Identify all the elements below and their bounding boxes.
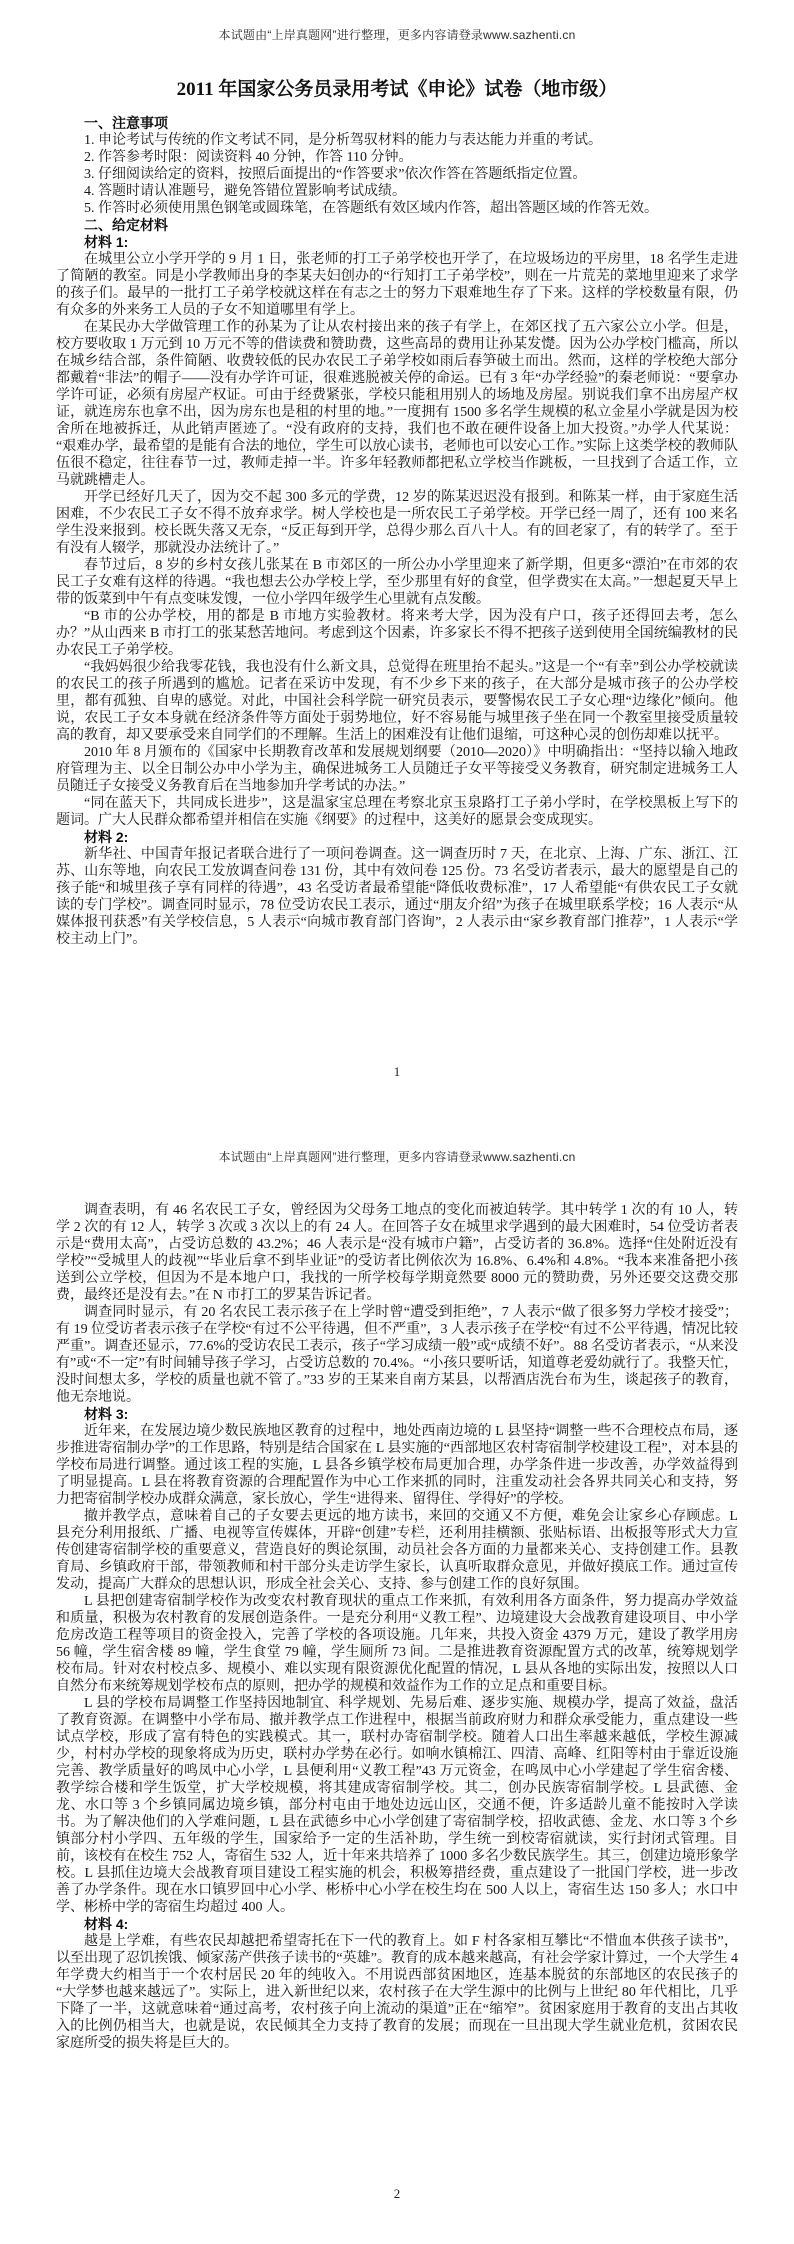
materials-heading: 二、给定材料 [84, 217, 168, 233]
document-title: 2011 年国家公务员录用考试《申论》试卷（地市级） [176, 79, 618, 100]
material-2-label: 材料 2: [84, 829, 129, 845]
notice-heading: 一、注意事项 [84, 115, 168, 131]
material-4-label: 材料 4: [84, 1916, 129, 1932]
material-1-paragraph: 开学已经好几天了，因为交不起 300 多元的学费，12 岁的陈某迟迟没有报到。和陈某一样，由于家庭生活困难，不少农民工子女不得不放弃求学。树人学校也是一所农民工子弟学校。开学已经一周了，还有 100 来名学生没来报到。校长既失落又无奈，“反正每到开学，总得少那么百八十人。有的回老家了，有的转学了。至于有没有人辍学，那就没办法统计了。” [56, 490, 738, 556]
material-3-paragraph: 近年来，在发展边境少数民族地区教育的过程中，地处西南边境的 L 县坚持“调整一些不合理校点布局，逐步推进寄宿制办学”的工作思路，特别是结合国家在 L 县实施的“西部地区农村寄宿制学校建设工程”，对本县的学校布局进行调整。通过该工程的实施，L 县各乡镇学校布局更加合理，办学条件进一步改善，办学效益得到了明显提高。L 县在将教育资源的合理配置作为中心工作来抓的同时，注重发动社会各界共同关心和支持，努力把寄宿制学校办成群众满意，家长放心，学生“进得来、留得住、学得好”的学校。 [56, 1424, 738, 1507]
page-number: 1 [393, 1064, 401, 1079]
material-3-paragraph: L 县的学校布局调整工作坚持因地制宜、科学规划、先易后难、逐步实施、规模办学，提高了效益，盘活了教育资源。在调整中小学布局、撤并教学点工作进程中，根据当前政府财力和群众承受能力，重点建设一些试点学校，形成了富有特色的实践模式。其一，联村办寄宿制学校。随着人口出生率越来越低，学校生源减少，村村办学校的现象将成为历史，联村办学势在必行。如响水镇棉江、四清、高峰、红阳等村由于靠近设施完善、教学质量好的鸣凤中心小学，L 县便利用“义教工程”43 万元资金，在鸣凤中心小学建起了学生宿舍楼、教学综合楼和学生饭堂，扩大学校规模，将其建成寄宿制学校。其二，创办民族寄宿制学校。L 县武德、金龙、水口等 3 个乡镇同属边境乡镇，部分村屯由于地处边远山区，交通不便，许多适龄儿童不能按时入学读书。为了解决他们的入学难问题，L 县在武德乡中心小学创建了寄宿制学校，招收武德、金龙、水口等 3 个乡镇部分村小学四、五年级的学生，国家给予一定的生活补助，学生统一到校寄宿就读，实行封闭式管理。目前，该校有在校生 752 人，寄宿生 532 人，近十年来共培养了 1000 多名少数民族学生。其三，创建边境形象学校。L 县抓住边境大会战教育项目建设工程实施的机会，积极筹措经费，重点建设了一批国门学校，进一步改善了办学条件。现在水口镇罗回中心小学、彬桥中心小学在校生均在 500 人以上，寄宿生达 150 多人；水口中学、彬桥中学的寄宿生均超过 400 人。 [56, 1696, 738, 1915]
notice-item-4: 4. 答题时请认准题号，避免答错位置影响考试成绩。 [84, 184, 406, 199]
material-3-paragraph: 撤并教学点，意味着自己的子女要去更远的地方读书，来回的交通又不方便，难免会让家乡心存顾虑。L 县充分利用报纸、广播、电视等宣传媒体，开辟“创建”专栏，还利用挂横额、张贴标语、出板报等形式大力宣传创建寄宿制学校的重要意义，营造良好的舆论氛围，动员社会各方面的力量都来关心、支持创建工作。县教育局、乡镇政府干部，带领教师和村干部分头走访学生家长，认真听取群众意见，并做好摸底工作。通过宣传发动，提高广大群众的思想认识，形成全社会关心、支持、参与创建工作的良好氛围。 [56, 1509, 738, 1592]
material-1-label: 材料 1: [84, 234, 129, 250]
material-1-paragraph: “我妈妈很少给我零花钱，我也没有什么新文具，总觉得在班里抬不起头。”这是一个“有幸”到公办学校就读的农民工的孩子所遇到的尴尬。记者在采访中发现，有不少乡下来的孩子，在大部分是城市孩子的公办学校里，都有孤独、自卑的感觉。对此，中国社会科学院一研究员表示，要警惕农民工子女心理“边缘化”倾向。他说，农民工子女本身就在经济条件等方面处于弱势地位，好不容易能与城里孩子坐在同一个教室里接受质量较高的教育，却又要承受来自同学们的不理解。生活上的困难没有让他们退缩，可这种心灵的创伤却难以抚平。 [56, 660, 738, 743]
material-3-label: 材料 3: [84, 1406, 129, 1422]
material-1-paragraph: “B 市的公办学校，用的都是 B 市地方实验教材。将来考大学，因为没有户口，孩子还得回去考，怎么办？”从山西来 B 市打工的张某愁苦地问。考虑到这个因素，许多家长不得不把孩子送到使用全国统编教材的民办农民工子弟学校。 [56, 609, 738, 658]
material-1-paragraph: “同在蓝天下，共同成长进步”，这是温家宝总理在考察北京玉泉路打工子弟小学时，在学校黑板上写下的题词。广大人民群众都希望并相信在实施《纲要》的过程中，这美好的愿景会变成现实。 [56, 796, 738, 828]
material-1-paragraph: 春节过后，8 岁的乡村女孩儿张某在 B 市郊区的一所公办小学里迎来了新学期，但更多“漂泊”在市郊的农民工子女难有这样的待遇。“我也想去公办学校上学，至少那里有好的食堂，但学费实在太高。”一想起夏天早上带的饭菜到中午有点变味发馊，一位小学四年级学生心里就有点发酸。 [56, 558, 738, 607]
material-2-paragraph: 新华社、中国青年报记者联合进行了一项问卷调查。这一调查历时 7 天，在北京、上海、广东、浙江、江苏、山东等地，向农民工发放调查问卷 131 份，其中有效问卷 125 份。73 名受访者表示，最大的愿望是自己的孩子能“和城里孩子享有同样的待遇”，43 名受访者最希望能“降低收费标准”，17 人希望能“有供农民工子女就读的专门学校”。调查同时显示，78 位受访农民工表示，通过“朋友介绍”为孩子在城里联系学校；16 人表示“从媒体报刊获悉”有关学校信息，5 人表示“向城市教育部门咨询”，2 人表示由“家乡教育部门推荐”，1 人表示“学校主动上门”。 [56, 847, 738, 947]
material-1-paragraph: 在某民办大学做管理工作的孙某为了让从农村接出来的孩子有学上，在郊区找了五六家公立小学。但是，校方要收取 1 万元到 10 万元不等的借读费和赞助费，这些高昂的费用让孙某发憷。因为公办学校门槛高，所以在城乡结合部，条件简陋、收费较低的民办农民工子弟学校如雨后春笋破土而出。然而，这样的学校绝大部分都戴着“非法”的帽子——没有办学许可证，很难逃脱被关停的命运。已有 3 年“办学经验”的秦老师说：“要拿办学许可证，必须有房屋产权证。可由于经费紧张，学校只能租用别人的场地及房屋。别说我们拿不出房屋产权证，就连房东也拿不出，因为房东也是租的村里的地。”一度拥有 1500 多名学生规模的私立金星小学就是因为校舍所在地被拆迁，从此销声匿迹了。“没有政府的支持，我们也不敢在硬件设备上加大投资。”办学人代某说：“艰难办学，最希望的是能有合法的地位，学生可以放心读书，老师也可以安心工作。”实际上这类学校的教师队伍很不稳定，往往春节一过，教师走掉一半。许多年轻教师都把私立学校当作跳板，一旦找到了合适工作，立马就跳槽走人。 [56, 320, 738, 488]
watermark-note: 本试题由“上岸真题网”进行整理，更多内容请登录www.sazhenti.cn [218, 1150, 576, 1164]
notice-item-5: 5. 作答时必须使用黑色钢笔或圆珠笔，在答题纸有效区域内作答，超出答题区域的作答无效。 [84, 201, 658, 216]
notice-item-1: 1. 申论考试与传统的作文考试不同，是分析驾驭材料的能力与表达能力并重的考试。 [84, 133, 602, 148]
watermark-note: 本试题由“上岸真题网”进行整理，更多内容请登录www.sazhenti.cn [218, 28, 576, 42]
material-1-paragraph: 2010 年 8 月颁布的《国家中长期教育改革和发展规划纲要（2010—2020）》中明确指出：“坚持以输入地政府管理为主、以全日制公办中小学为主，确保进城务工人员随迁子女平等接受义务教育，研究制定进城务工人员随迁子女接受义务教育后在当地参加升学考试的办法。” [56, 745, 738, 794]
page-1-content [0, 115, 794, 948]
material-1-paragraph: 在城里公立小学开学的 9 月 1 日，张老师的打工子弟学校也开学了，在垃圾场边的平房里，18 名学生走进了简陋的教室。同是小学教师出身的李某夫妇创办的“行知打工子弟学校”，则在一片荒芜的菜地里迎来了求学的孩子们。最早的一批打工子弟学校就这样在有志之士的努力下艰难地生存了下来。这样的学校数量有限，仍有众多的外来务工人员的子女不知道哪里有学上。 [56, 252, 738, 318]
material-3-paragraph: L 县把创建寄宿制学校作为改变农村教育现状的重点工作来抓，有效利用各方面条件，努力提高办学效益和质量，积极为农村教育的发展创造条件。一是充分利用“义教工程”、边境建设大会战教育建设项目、中小学危房改造工程等项目的资金投入，完善了学校的各项设施。几年来，共投入资金 4379 万元，建设了教学用房 56 幢，学生宿舍楼 89 幢，学生食堂 79 幢，学生厕所 73 间。二是推进教育资源配置方式的改革，统筹规划学校布局。针对农村校点多、规模小、难以实现有限资源优化配置的情况，L 县从各地的实际出发，按照以人口自然分布来统筹规划学校布点的原则，把办学的规模和效益作为工作的立足点和重要目标。 [56, 1594, 738, 1694]
notice-item-2: 2. 作答参考时限：阅读资料 40 分钟，作答 110 分钟。 [84, 150, 413, 165]
document-page-2 [0, 1122, 794, 2244]
page-number: 2 [393, 2186, 401, 2201]
material-2-paragraph: 调查同时显示，有 20 名农民工表示孩子在上学时曾“遭受到拒绝”，7 人表示“做了很多努力学校才接受”；有 19 位受访者表示孩子在学校“有过不公平待遇，但不严重”，3 人表示孩子在学校“有过不公平待遇，情况比较严重”。调查还显示，77.6%的受访农民工表示，孩子“学习成绩一般”或“成绩不好”。88 名受访者表示，“从来没有”或“不一定”有时间辅导孩子学习，占受访总数的 70.4%。“小孩只要听话，知道尊老爱幼就行了。我整天忙，没时间想太多，学校的质量也就不管了。”33 岁的王某来自南方某县，以帮酒店洗台布为生，谈起孩子的教育，他无奈地说。 [56, 1305, 738, 1405]
material-4-paragraph: 越是上学难，有些农民却越把希望寄托在下一代的教育上。如 F 村各家相互攀比“不惜血本供孩子读书”，以至出现了忍饥挨饿、倾家荡产供孩子读书的“英雄”。教育的成本越来越高，有社会学家计算过，一个大学生 4 年学费大约相当于一个农村居民 20 年的纯收入。不用说西部贫困地区，连基本脱贫的东部地区的农民孩子的“大学梦也越来越远了”。实际上，进入新世纪以来，农村孩子在大学生源中的比例与上世纪 80 年代相比，几乎下降了一半，这就意味着“通过高考，农村孩子向上流动的渠道”正在“缩窄”。贫困家庭用于教育的支出占其收入的比例仍相当大，也就是说，农民倾其全力支持了教育的发展；而现在一旦出现大学生就业危机，贫困农民家庭所受的损失将是巨大的。 [56, 1934, 738, 2051]
page-2-content [0, 1202, 794, 2052]
material-2-paragraph: 调查表明，有 46 名农民工子女，曾经因为父母务工地点的变化而被迫转学。其中转学 1 次的有 10 人，转学 2 次的有 12 人，转学 3 次或 3 次以上的有 24 人。在回答子女在城里求学遇到的最大困难时，54 位受访者表示是“费用太高”，占受访总数的 43.2%；46 人表示是“没有城市户籍”，占受访者的 36.8%。选择“住处附近没有学校”“受城里人的歧视”“毕业后拿不到毕业证”的受访者比例依次为 16.8%、6.4%和 4.8%。“我本来准备把小孩送到公立学校，但因为不是本地户口，我找的一所学校每学期竟然要 8000 元的赞助费，另外还要交这费交那费，最终还是没有去。”在 N 市打工的罗某告诉记者。 [56, 1203, 738, 1303]
notice-item-3: 3. 仔细阅读给定的资料，按照后面提出的“作答要求”依次作答在答题纸指定位置。 [84, 167, 587, 182]
